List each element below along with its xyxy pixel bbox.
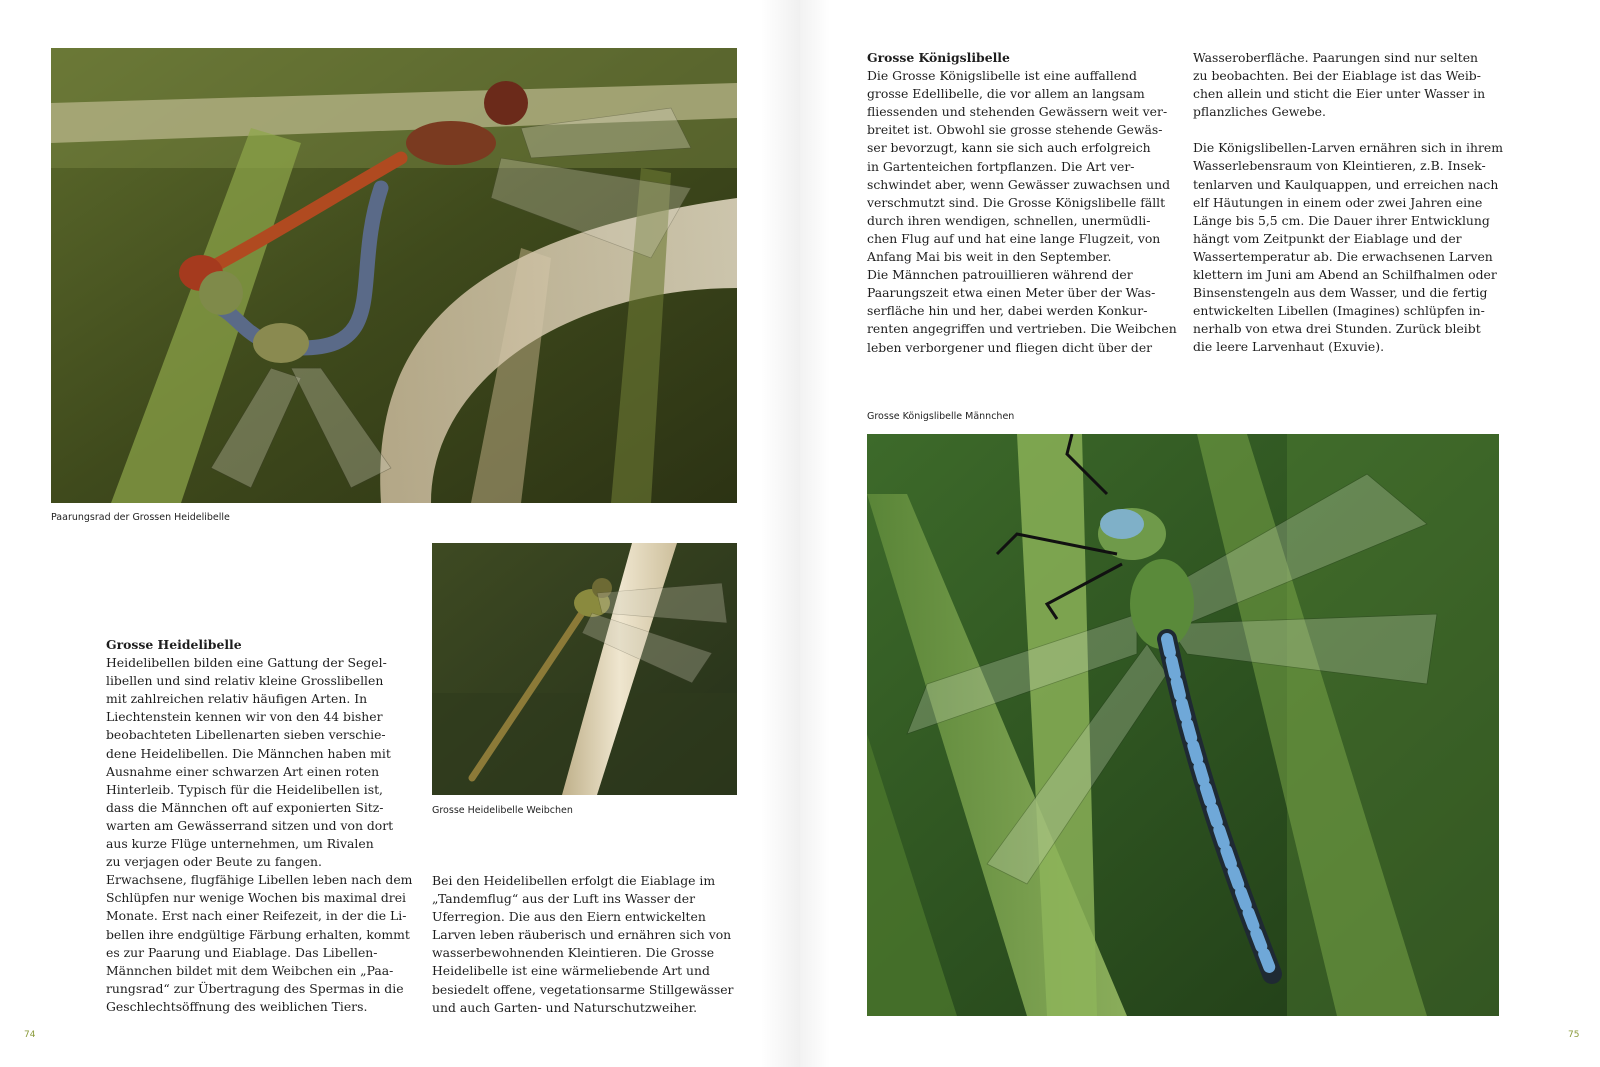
text-line: bellen ihre endgültige Färbung erhalten, kommt <box>106 926 410 942</box>
text-line: chen allein und sticht die Eier unter Wasser in <box>1193 86 1486 102</box>
text-line: zu verjagen oder Beute zu fangen. <box>106 854 322 870</box>
text-line: beobachteten Libellenarten sieben verschie- <box>106 727 386 743</box>
text-line: rungsrad“ zur Übertragung des Spermas in die <box>106 980 404 996</box>
text-line: Ausnahme einer schwarzen Art einen roten <box>106 763 380 779</box>
text-line: verschmutzt sind. Die Grosse Königslibelle fällt <box>867 194 1166 210</box>
article-koenigslibelle-col1 <box>867 49 1177 357</box>
article-koenigslibelle-col2 <box>1193 49 1503 357</box>
text-line: Die Königslibellen-Larven ernähren sich in ihrem <box>1193 140 1503 156</box>
text-line: Die Grosse Königslibelle ist eine auffallend <box>867 68 1137 84</box>
text-line: dass die Männchen oft auf exponierten Sitz- <box>106 799 384 815</box>
paragraph-gap <box>1193 121 1503 139</box>
text-line: breitet ist. Obwohl sie grosse stehende Gewäs- <box>867 122 1163 138</box>
text-line: Die Männchen patrouillieren während der <box>867 267 1133 283</box>
text-line: Monate. Erst nach einer Reifezeit, in der die Li- <box>106 908 407 924</box>
text-line: wasserbewohnenden Kleintieren. Die Grosse <box>432 945 715 961</box>
page-number-left: 74 <box>24 1030 36 1040</box>
text-line: Wasseroberfläche. Paarungen sind nur selten <box>1193 50 1479 65</box>
text-line: Binsenstengeln aus dem Wasser, und die fertig <box>1193 285 1488 301</box>
text-line: grosse Edellibelle, die vor allem an langsam <box>867 86 1145 102</box>
page-number-right: 75 <box>1568 1030 1580 1040</box>
text-line: nerhalb von etwa drei Stunden. Zurück bleibt <box>1193 321 1481 337</box>
text-line: in Gartenteichen fortpflanzen. Die Art ver- <box>867 158 1135 174</box>
caption-emperor-male: Grosse Königslibelle Männchen <box>867 411 1015 422</box>
text-line: schwindet aber, wenn Gewässer zuwachsen und <box>867 176 1170 192</box>
text-line: pflanzliches Gewebe. <box>1193 104 1326 120</box>
text-line: fliessenden und stehenden Gewässern weit ver- <box>867 104 1168 120</box>
text-line: Männchen bildet mit dem Weibchen ein „Paa- <box>106 962 394 978</box>
text-line: Länge bis 5,5 cm. Die Dauer ihrer Entwicklung <box>1193 212 1490 228</box>
text-line: Wassertemperatur ab. Die erwachsenen Larven <box>1193 248 1493 264</box>
text-line: Paarungszeit etwa einen Meter über der Was- <box>867 285 1156 301</box>
text-line: elf Häutungen in einem oder zwei Jahren eine <box>1193 194 1483 210</box>
right-page <box>800 0 1600 1067</box>
text-line: Geschlechtsöffnung des weiblichen Tiers. <box>106 998 368 1014</box>
text-line: leben verborgener und fliegen dicht über der <box>867 339 1153 355</box>
emperor-dragonfly-male-icon <box>867 434 1499 1016</box>
text-line: dene Heidelibellen. Die Männchen haben mit <box>106 745 391 761</box>
text-line: durch ihren wendigen, schnellen, unermüdli- <box>867 212 1151 228</box>
text-line: Wasserlebensraum von Kleintieren, z.B. Insek- <box>1193 158 1486 174</box>
text-line: warten am Gewässerrand sitzen und von dort <box>106 817 394 833</box>
text-line: renten angegriffen und vertrieben. Die Weibchen <box>867 321 1177 337</box>
text-line: libellen und sind relativ kleine Grosslibellen <box>106 673 384 689</box>
text-line: zu beobachten. Bei der Eiablage ist das Weib- <box>1193 68 1481 84</box>
text-line: hängt vom Zeitpunkt der Eiablage und der <box>1193 230 1462 246</box>
female-dragonfly-on-reed-icon <box>432 543 737 795</box>
photo-emperor-male <box>867 434 1499 1016</box>
text-line: Liechtenstein kennen wir von den 44 bisher <box>106 709 383 725</box>
text-line: mit zahlreichen relativ häufigen Arten. In <box>106 691 368 707</box>
photo-female <box>432 543 737 795</box>
text-line: Anfang Mai bis weit in den September. <box>867 249 1112 265</box>
caption-female: Grosse Heidelibelle Weibchen <box>432 805 573 816</box>
text-line: und auch Garten- und Naturschutzweiher. <box>432 999 698 1015</box>
text-line: Erwachsene, flugfähige Libellen leben nach dem <box>106 872 413 888</box>
text-line: Heidelibelle ist eine wärmeliebende Art und <box>432 963 710 979</box>
text-line: die leere Larvenhaut (Exuvie). <box>1193 339 1385 355</box>
article-eiablage <box>432 872 733 1017</box>
caption-mating-wheel: Paarungsrad der Grossen Heidelibelle <box>51 512 230 523</box>
article-heading: Grosse Königslibelle <box>867 50 1010 65</box>
text-line: Bei den Heidelibellen erfolgt die Eiablage im <box>432 873 716 888</box>
text-line: klettern im Juni am Abend an Schilfhalmen oder <box>1193 267 1497 283</box>
gutter-shadow <box>760 0 800 1067</box>
article-heidelibelle <box>106 636 412 1016</box>
text-line: ser bevorzugt, kann sie sich auch erfolgreich <box>867 140 1151 156</box>
text-line: es zur Paarung und Eiablage. Das Libellen- <box>106 944 378 960</box>
text-line: „Tandemflug“ aus der Luft ins Wasser der <box>432 891 695 907</box>
text-line: tenlarven und Kaulquappen, und erreichen nach <box>1193 176 1499 192</box>
text-line: entwickelten Libellen (Imagines) schlüpfen in- <box>1193 303 1485 319</box>
photo-mating-wheel <box>51 48 737 503</box>
text-line: chen Flug auf und hat eine lange Flugzeit, von <box>867 230 1161 246</box>
text-line: Uferregion. Die aus den Eiern entwickelten <box>432 909 706 925</box>
text-line: Schlüpfen nur wenige Wochen bis maximal drei <box>106 890 407 906</box>
text-line: Hinterleib. Typisch für die Heidelibellen ist, <box>106 781 383 797</box>
article-heading: Grosse Heidelibelle <box>106 637 242 652</box>
mating-wheel-dragonflies-icon <box>51 48 737 503</box>
text-line: Heidelibellen bilden eine Gattung der Segel- <box>106 655 387 671</box>
gutter-shadow <box>800 0 830 1067</box>
text-line: serfläche hin und her, dabei werden Konkur- <box>867 303 1148 319</box>
text-line: aus kurze Flüge unternehmen, um Rivalen <box>106 836 374 852</box>
text-line: Larven leben räuberisch und ernähren sich von <box>432 927 732 943</box>
text-line: besiedelt offene, vegetationsarme Stillgewässer <box>432 981 734 997</box>
